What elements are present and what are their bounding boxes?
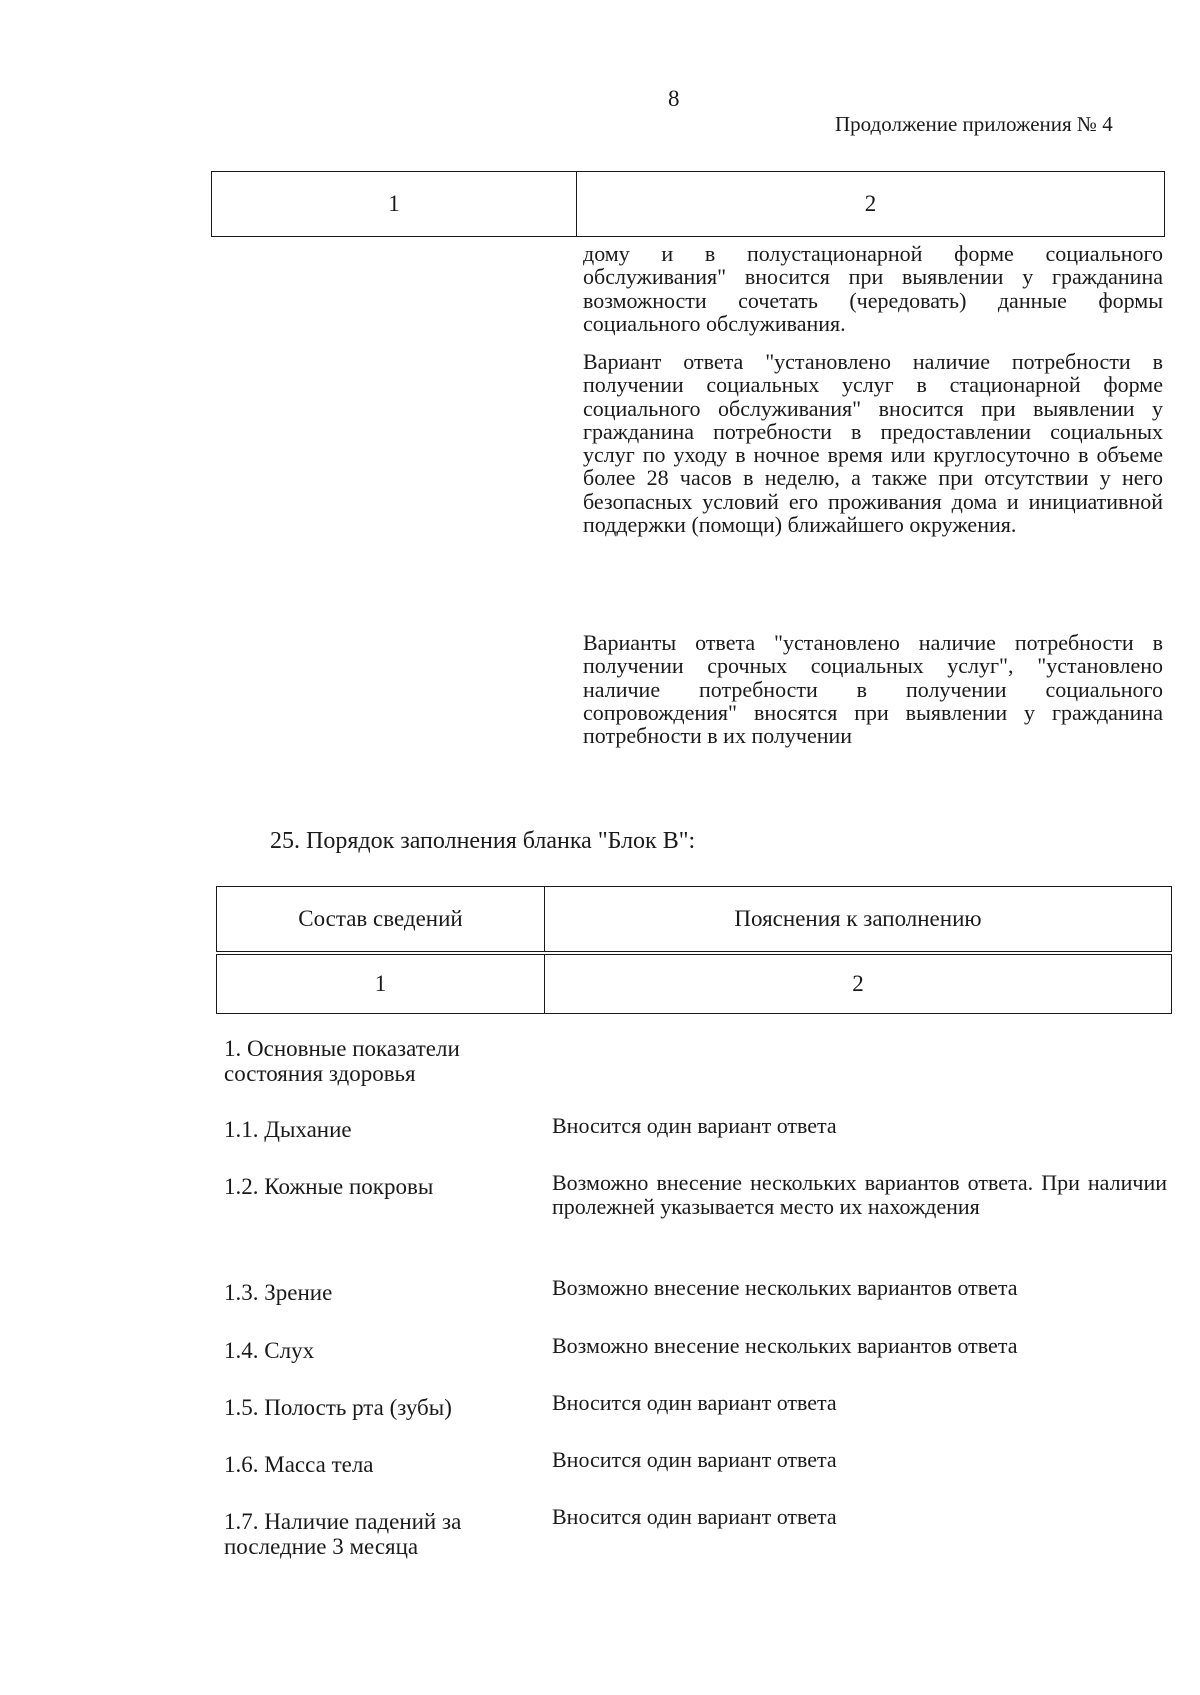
row-label: 1.2. Кожные покровы <box>224 1174 434 1199</box>
block-table-header-col1: Состав сведений <box>298 906 463 931</box>
top-table-col2: 2 <box>576 172 1164 236</box>
top-table-header <box>211 171 1165 237</box>
block-table-header <box>216 886 1172 952</box>
row-explanation: Вносится один вариант ответа <box>552 1504 837 1529</box>
block-table-num-col2: 2 <box>544 955 1171 1013</box>
section-heading: 25. Порядок заполнения бланка "Блок В": <box>270 828 696 854</box>
row-explanation: Вносится один вариант ответа <box>552 1447 837 1472</box>
top-table-col1: 1 <box>388 191 400 216</box>
row-explanation: Вносится один вариант ответа <box>552 1390 837 1415</box>
row-explanation: Возможно внесение нескольких вариантов ответа <box>552 1333 1018 1358</box>
block-table-num-col1: 1 <box>374 971 387 996</box>
page-number: 8 <box>668 86 680 111</box>
block-table-numbers <box>216 954 1172 1014</box>
row-label: 1.7. Наличие падений за последние 3 месяца <box>224 1509 462 1559</box>
block-table-header-col2: Пояснения к заполнению <box>544 887 1171 951</box>
continuation-paragraph: Варианты ответа "установлено наличие потребности в получении срочных социальных услуг", "установлено наличие потребности в получении социального сопровождения" вносятся при выявлении у гражданина потребности в их получении <box>583 630 1163 749</box>
row-label: 1.3. Зрение <box>224 1280 333 1305</box>
row-label: 1.5. Полость рта (зубы) <box>224 1395 452 1420</box>
continuation-paragraph: Вариант ответа "установлено наличие потребности в получении социальных услуг в стационарной форме социального обслуживания" вносится при выявлении у гражданина потребности в предоставлении социальных услуг по уходу в ночное время или круглосуточно в объеме более 28 часов в неделю, а также при отсутствии у него безопасных условий его проживания дома и инициативной поддержки (помощи) ближайшего окружения. <box>583 349 1163 538</box>
row-explanation: Возможно внесение нескольких вариантов ответа <box>552 1275 1018 1300</box>
row-explanation: Возможно внесение нескольких вариантов ответа. При наличии пролежней указывается место их нахождения <box>552 1170 1167 1219</box>
row-explanation: Вносится один вариант ответа <box>552 1113 837 1138</box>
row-label: 1.4. Слух <box>224 1338 315 1363</box>
row-label: 1.6. Масса тела <box>224 1452 374 1477</box>
row-label: 1.1. Дыхание <box>224 1117 352 1142</box>
continuation-paragraph: дому и в полустационарной форме социального обслуживания" вносится при выявлении у гражданина возможности сочетать (чередовать) данные формы социального обслуживания. <box>583 241 1163 336</box>
row-label: 1. Основные показатели состояния здоровья <box>224 1036 460 1086</box>
appendix-note: Продолжение приложения № 4 <box>835 112 1113 136</box>
